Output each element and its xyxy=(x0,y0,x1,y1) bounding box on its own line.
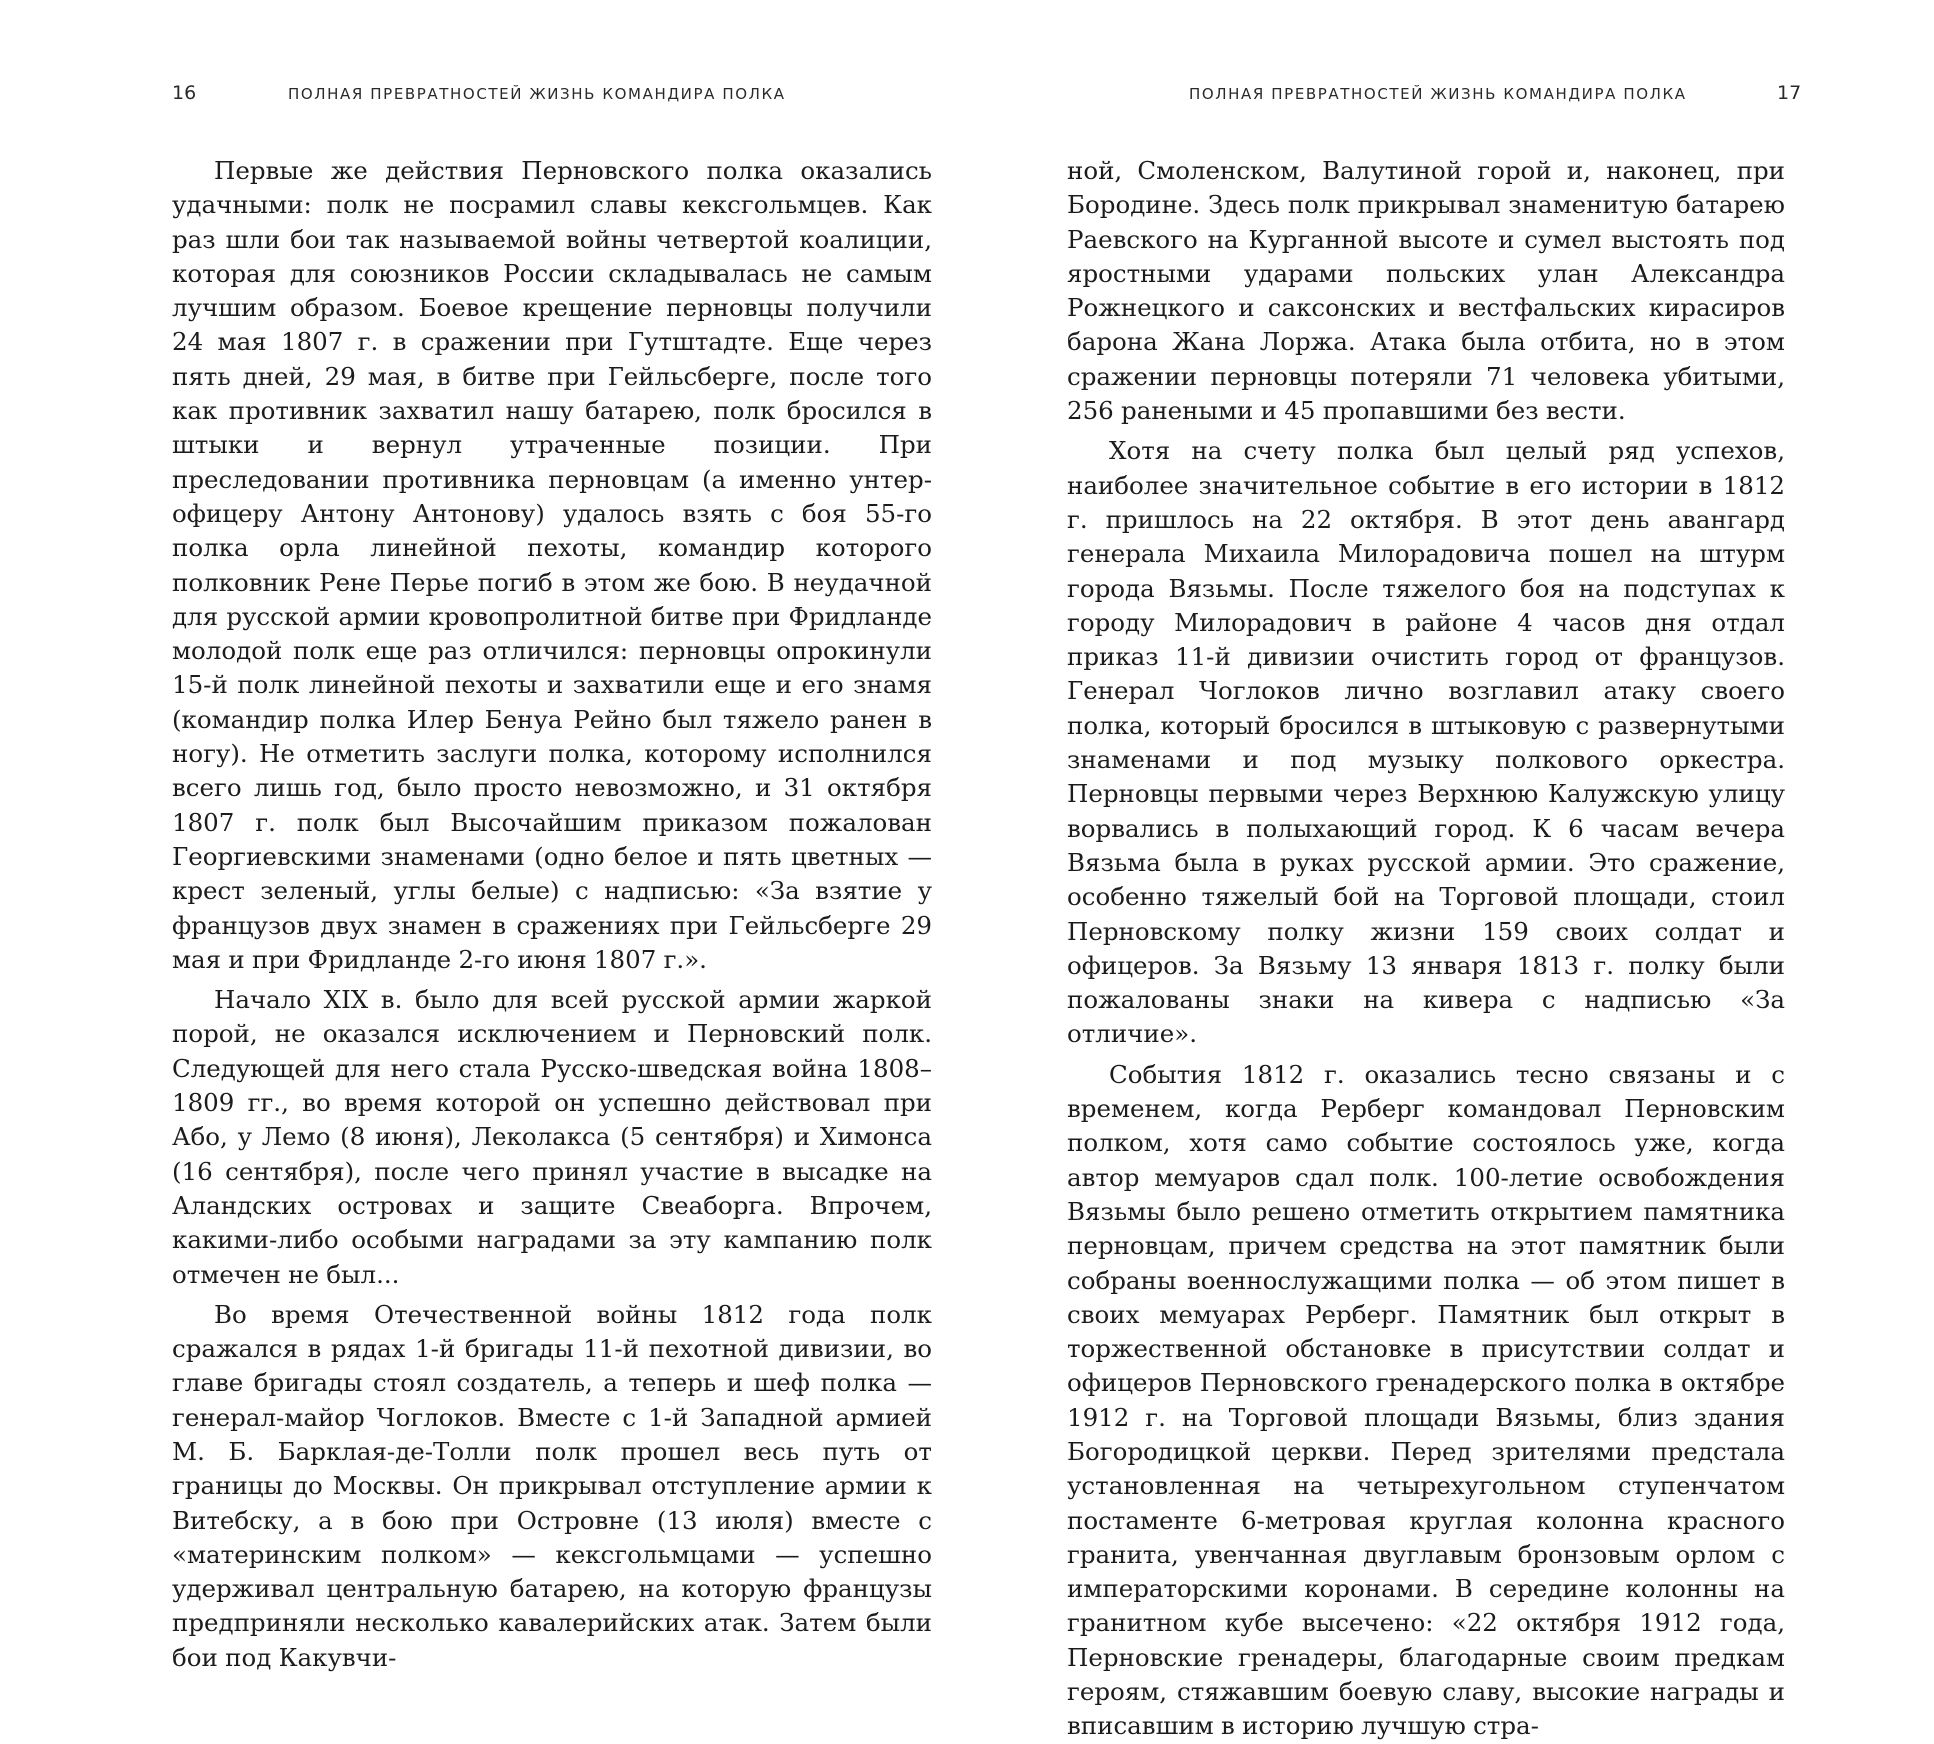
left-page xyxy=(0,0,967,1672)
paragraph: ной, Смоленском, Валутиной горой и, наконец, при Бородине. Здесь полк прикрывал знаменитую батарею Раевского на Курганной высоте и сумел выстоять под яростными ударами польских улан Александра Рожнецкого и саксонских и вестфальских кирасиров барона Жана Лоржа. Атака была отбита, но в этом сражении перновцы потеряли 71 человека убитыми, 256 ранеными и 45 пропавшими без вести. xyxy=(1067,156,1785,426)
page-number: 16 xyxy=(172,82,197,104)
paragraph: Хотя на счету полка был целый ряд успехов, наиболее значительное событие в его истории в 1812 г. пришлось на 22 октября. В этот день авангард генерала Михаила Милорадовича пошел на штурм города Вязьмы. После тяжелого боя на подступах к городу Милорадович в районе 4 часов дня отдал приказ 11-й дивизии очистить город от французов. Генерал Чоглоков лично возглавил атаку своего полка, который бросился в штыковую с развернутыми знаменами и под музыку полкового оркестра. Перновцы первыми через Верхнюю Калужскую улицу ворвались в полыхающий город. К 6 часам вечера Вязьма была в руках русской армии. Это сражение, особенно тяжелый бой на Торговой площади, стоил Перновскому полку жизни 159 своих солдат и офицеров. За Вязьму 13 января 1813 г. полку были пожалованы знаки на кивера с надписью «За отличие». xyxy=(1067,436,1785,1049)
body-text xyxy=(172,154,932,1675)
paragraph: Первые же действия Перновского полка оказались удачными: полк не посрамил славы кексгольмцев. Как раз шли бои так называемой войны четвертой коалиции, которая для союзников России складывалась не самым лучшим образом. Боевое крещение перновцы получили 24 мая 1807 г. в сражении при Гутштадте. Еще через пять дней, 29 мая, в битве при Гейльсберге, после того как противник захватил нашу батарею, полк бросился в штыки и вернул утраченные позиции. При преследовании противника перновцам (а именно унтер-офицеру Антону Антонову) удалось взять с боя 55-го полка орла линейной пехоты, командир которого полковник Рене Перье погиб в этом же бою. В неудачной для русской армии кровопролитной битве при Фридланде молодой полк еще раз отличился: перновцы опрокинули 15-й полк линейной пехоты и захватили еще и его знамя (командир полка Илер Бенуа Рейно был тяжело ранен в ногу). Не отметить заслуги полка, которому исполнился всего лишь год, было просто невозможно, и 31 октября 1807 г. полк был Высочайшим приказом пожалован Георгиевскими знаменами (одно белое и пять цветных — крест зеленый, углы белые) с надписью: «За взятие у французов двух знамен в сражениях при Гейльсберге 29 мая и при Фридланде 2-го июня 1807 г.». xyxy=(172,156,932,974)
paragraph: Во время Отечественной войны 1812 года полк сражался в рядах 1-й бригады 11-й пехотной дивизии, во главе бригады стоял создатель, а теперь и шеф полка — генерал-майор Чоглоков. Вместе с 1-й Западной армией М. Б. Барклая-де-Толли полк прошел весь путь от границы до Москвы. Он прикрывал отступление армии к Витебску, а в бою при Островне (13 июля) вместе с «материнским полком» — кексгольмцами — успешно удерживал центральную батарею, на которую французы предприняли несколько кавалерийских атак. Затем были бои под Какувчи- xyxy=(172,1299,932,1672)
running-head: ПОЛНАЯ ПРЕВРАТНОСТЕЙ ЖИЗНЬ КОМАНДИРА ПОЛКА xyxy=(288,85,786,103)
page-number: 17 xyxy=(1777,82,1802,104)
paragraph: Начало XIX в. было для всей русской армии жаркой порой, не оказался исключением и Перновский полк. Следующей для него стала Русско-шведская война 1808–1809 гг., во время которой он успешно действовал при Або, у Лемо (8 июня), Леколакса (5 сентября) и Химонса (16 сентября), после чего принял участие в высадке на Аландских островах и защите Свеаборга. Впрочем, какими-либо особыми наградами за эту кампанию полк отмечен не был... xyxy=(172,985,932,1289)
body-text xyxy=(1067,154,1785,1744)
paragraph: События 1812 г. оказались тесно связаны и с временем, когда Рерберг командовал Перновским полком, хотя само событие состоялось уже, когда автор мемуаров сдал полк. 100-летие освобождения Вязьмы было решено отметить открытием памятника перновцам, причем средства на этот памятник были собраны военнослужащими полка — об этом пишет в своих мемуарах Рерберг. Памятник был открыт в торжественной обстановке в присутствии солдат и офицеров Перновского гренадерского полка в октябре 1912 г. на Торговой площади Вязьмы, близ здания Богородицкой церкви. Перед зрителями предстала установленная на четырехугольном ступенчатом постаменте 6-метровая круглая колонна красного гранита, увенчанная двуглавым бронзовым орлом с императорскими коронами. В середине колонны на гранитном кубе высечено: «22 октября 1912 года, Перновские гренадеры, благодарные своим предкам героям, стяжавшим боевую славу, высокие награды и вписавшим в историю лучшую стра- xyxy=(1067,1059,1785,1741)
running-head: ПОЛНАЯ ПРЕВРАТНОСТЕЙ ЖИЗНЬ КОМАНДИРА ПОЛКА xyxy=(1189,85,1687,103)
right-page xyxy=(967,0,1934,1741)
